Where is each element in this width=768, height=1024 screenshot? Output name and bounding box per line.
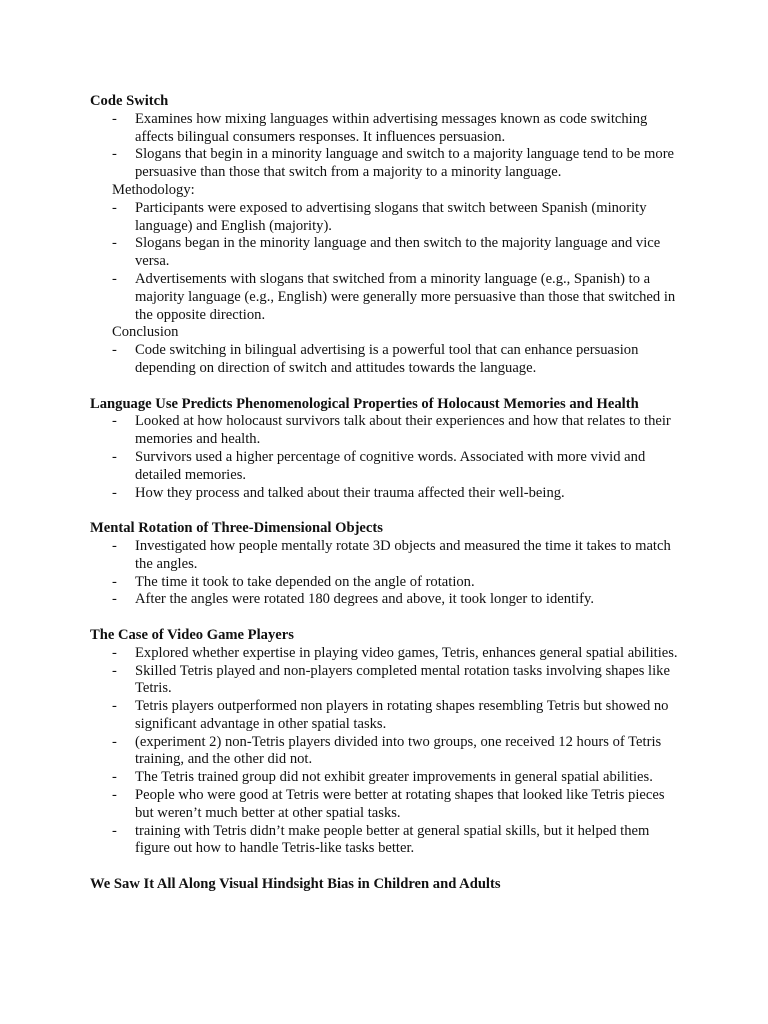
section-heading: Language Use Predicts Phenomenological Properties of Holocaust Memories and Health <box>90 395 639 412</box>
list-item-text: Slogans that begin in a minority language and switch to a majority language tend to be more persuasive than those that switch from a majority to a minority language. <box>135 146 675 181</box>
bullet-dash: - <box>112 110 117 127</box>
bullet-dash: - <box>112 662 117 679</box>
list-item <box>112 110 685 147</box>
bullet-dash: - <box>112 573 117 590</box>
list-item <box>112 448 685 485</box>
list-item-text: (experiment 2) non-Tetris players divided into two groups, one received 12 hours of Tetris training, and the other did not. <box>135 733 662 768</box>
list-item <box>112 573 685 592</box>
list-item <box>112 769 685 787</box>
bullet-list <box>90 200 685 325</box>
subsection-label: Methodology: <box>112 181 195 198</box>
list-item <box>112 733 685 770</box>
bullet-dash: - <box>112 199 117 216</box>
list-item <box>112 235 685 271</box>
bullet-dash: - <box>112 537 117 554</box>
bullet-dash: - <box>112 342 117 359</box>
document-section <box>90 520 685 609</box>
bullet-dash: - <box>112 413 117 430</box>
bullet-list <box>90 413 685 502</box>
list-item-text: Survivors used a higher percentage of cognitive words. Associated with more vivid and detailed memories. <box>135 448 646 483</box>
subsection-label: Conclusion <box>112 324 179 341</box>
section-heading: Code Switch <box>90 93 169 109</box>
section-heading: We Saw It All Along Visual Hindsight Bias in Children and Adults <box>90 876 501 893</box>
list-item <box>112 787 685 823</box>
list-item-text: How they process and talked about their trauma affected their well-being. <box>135 484 565 501</box>
bullet-dash: - <box>112 270 117 287</box>
bullet-list <box>90 645 685 859</box>
list-item <box>112 484 685 503</box>
list-item <box>112 662 685 699</box>
section-heading: The Case of Video Game Players <box>90 626 294 643</box>
list-item-text: Explored whether expertise in playing video games, Tetris, enhances general spatial abilities. <box>135 644 678 661</box>
list-item-text: Slogans began in the minority language and then switch to the majority language and vice versa. <box>135 235 661 270</box>
list-item <box>112 698 685 734</box>
bullet-dash: - <box>112 644 117 661</box>
list-item <box>112 342 685 378</box>
bullet-dash: - <box>112 235 117 252</box>
list-item-text: Skilled Tetris played and non-players completed mental rotation tasks involving shapes like Tetris. <box>135 662 670 697</box>
list-item-text: People who were good at Tetris were better at rotating shapes that looked like Tetris pieces but weren’t much better at other spatial tasks. <box>135 787 665 821</box>
list-item-text: The Tetris trained group did not exhibit greater improvements in general spatial abilities. <box>135 769 653 786</box>
bullet-list <box>90 111 685 182</box>
list-item <box>112 270 685 324</box>
list-item-text: training with Tetris didn’t make people better at general spatial skills, but it helped them figure out how to handle Tetris-like tasks better. <box>135 822 650 857</box>
list-item <box>112 591 685 609</box>
bullet-dash: - <box>112 787 117 804</box>
bullet-dash: - <box>112 698 117 715</box>
list-item-text: Code switching in bilingual advertising is a powerful tool that can enhance persuasion depending on direction of switch and attitudes towards the language. <box>135 342 639 376</box>
list-item-text: Tetris players outperformed non players in rotating shapes resembling Tetris but showed no significant advantage in other spatial tasks. <box>135 698 669 732</box>
bullet-dash: - <box>112 769 117 786</box>
list-item <box>112 413 685 449</box>
document-section <box>90 396 685 503</box>
bullet-dash: - <box>112 484 117 501</box>
bullet-list <box>90 538 685 609</box>
list-item <box>112 822 685 859</box>
list-item-text: Investigated how people mentally rotate 3D objects and measured the time it takes to match the angles. <box>135 537 671 572</box>
bullet-dash: - <box>112 448 117 465</box>
bullet-dash: - <box>112 591 117 608</box>
list-item-text: Looked at how holocaust survivors talk about their experiences and how that relates to their memories and health. <box>135 413 671 448</box>
document-section <box>90 876 685 894</box>
bullet-dash: - <box>112 822 117 839</box>
list-item-text: Examines how mixing languages within advertising messages known as code switching affects bilingual consumers responses. It influences persuasion. <box>135 110 648 145</box>
list-item-text: Advertisements with slogans that switched from a minority language (e.g., Spanish) to a majority language (e.g., English) were generally more persuasive than those that switched in the opposite direction. <box>135 270 676 323</box>
section-heading: Mental Rotation of Three-Dimensional Objects <box>90 520 383 537</box>
document-section <box>90 627 685 858</box>
list-item <box>112 644 685 663</box>
list-item <box>112 199 685 236</box>
document-section <box>90 93 685 378</box>
bullet-dash: - <box>112 733 117 750</box>
list-item-text: The time it took to take depended on the angle of rotation. <box>135 573 475 590</box>
list-item <box>112 537 685 574</box>
list-item-text: Participants were exposed to advertising slogans that switch between Spanish (minority language) and English (majority). <box>135 199 647 234</box>
document-page <box>90 93 685 912</box>
bullet-dash: - <box>112 146 117 163</box>
list-item-text: After the angles were rotated 180 degrees and above, it took longer to identify. <box>135 591 595 608</box>
bullet-list <box>90 342 685 378</box>
list-item <box>112 146 685 182</box>
